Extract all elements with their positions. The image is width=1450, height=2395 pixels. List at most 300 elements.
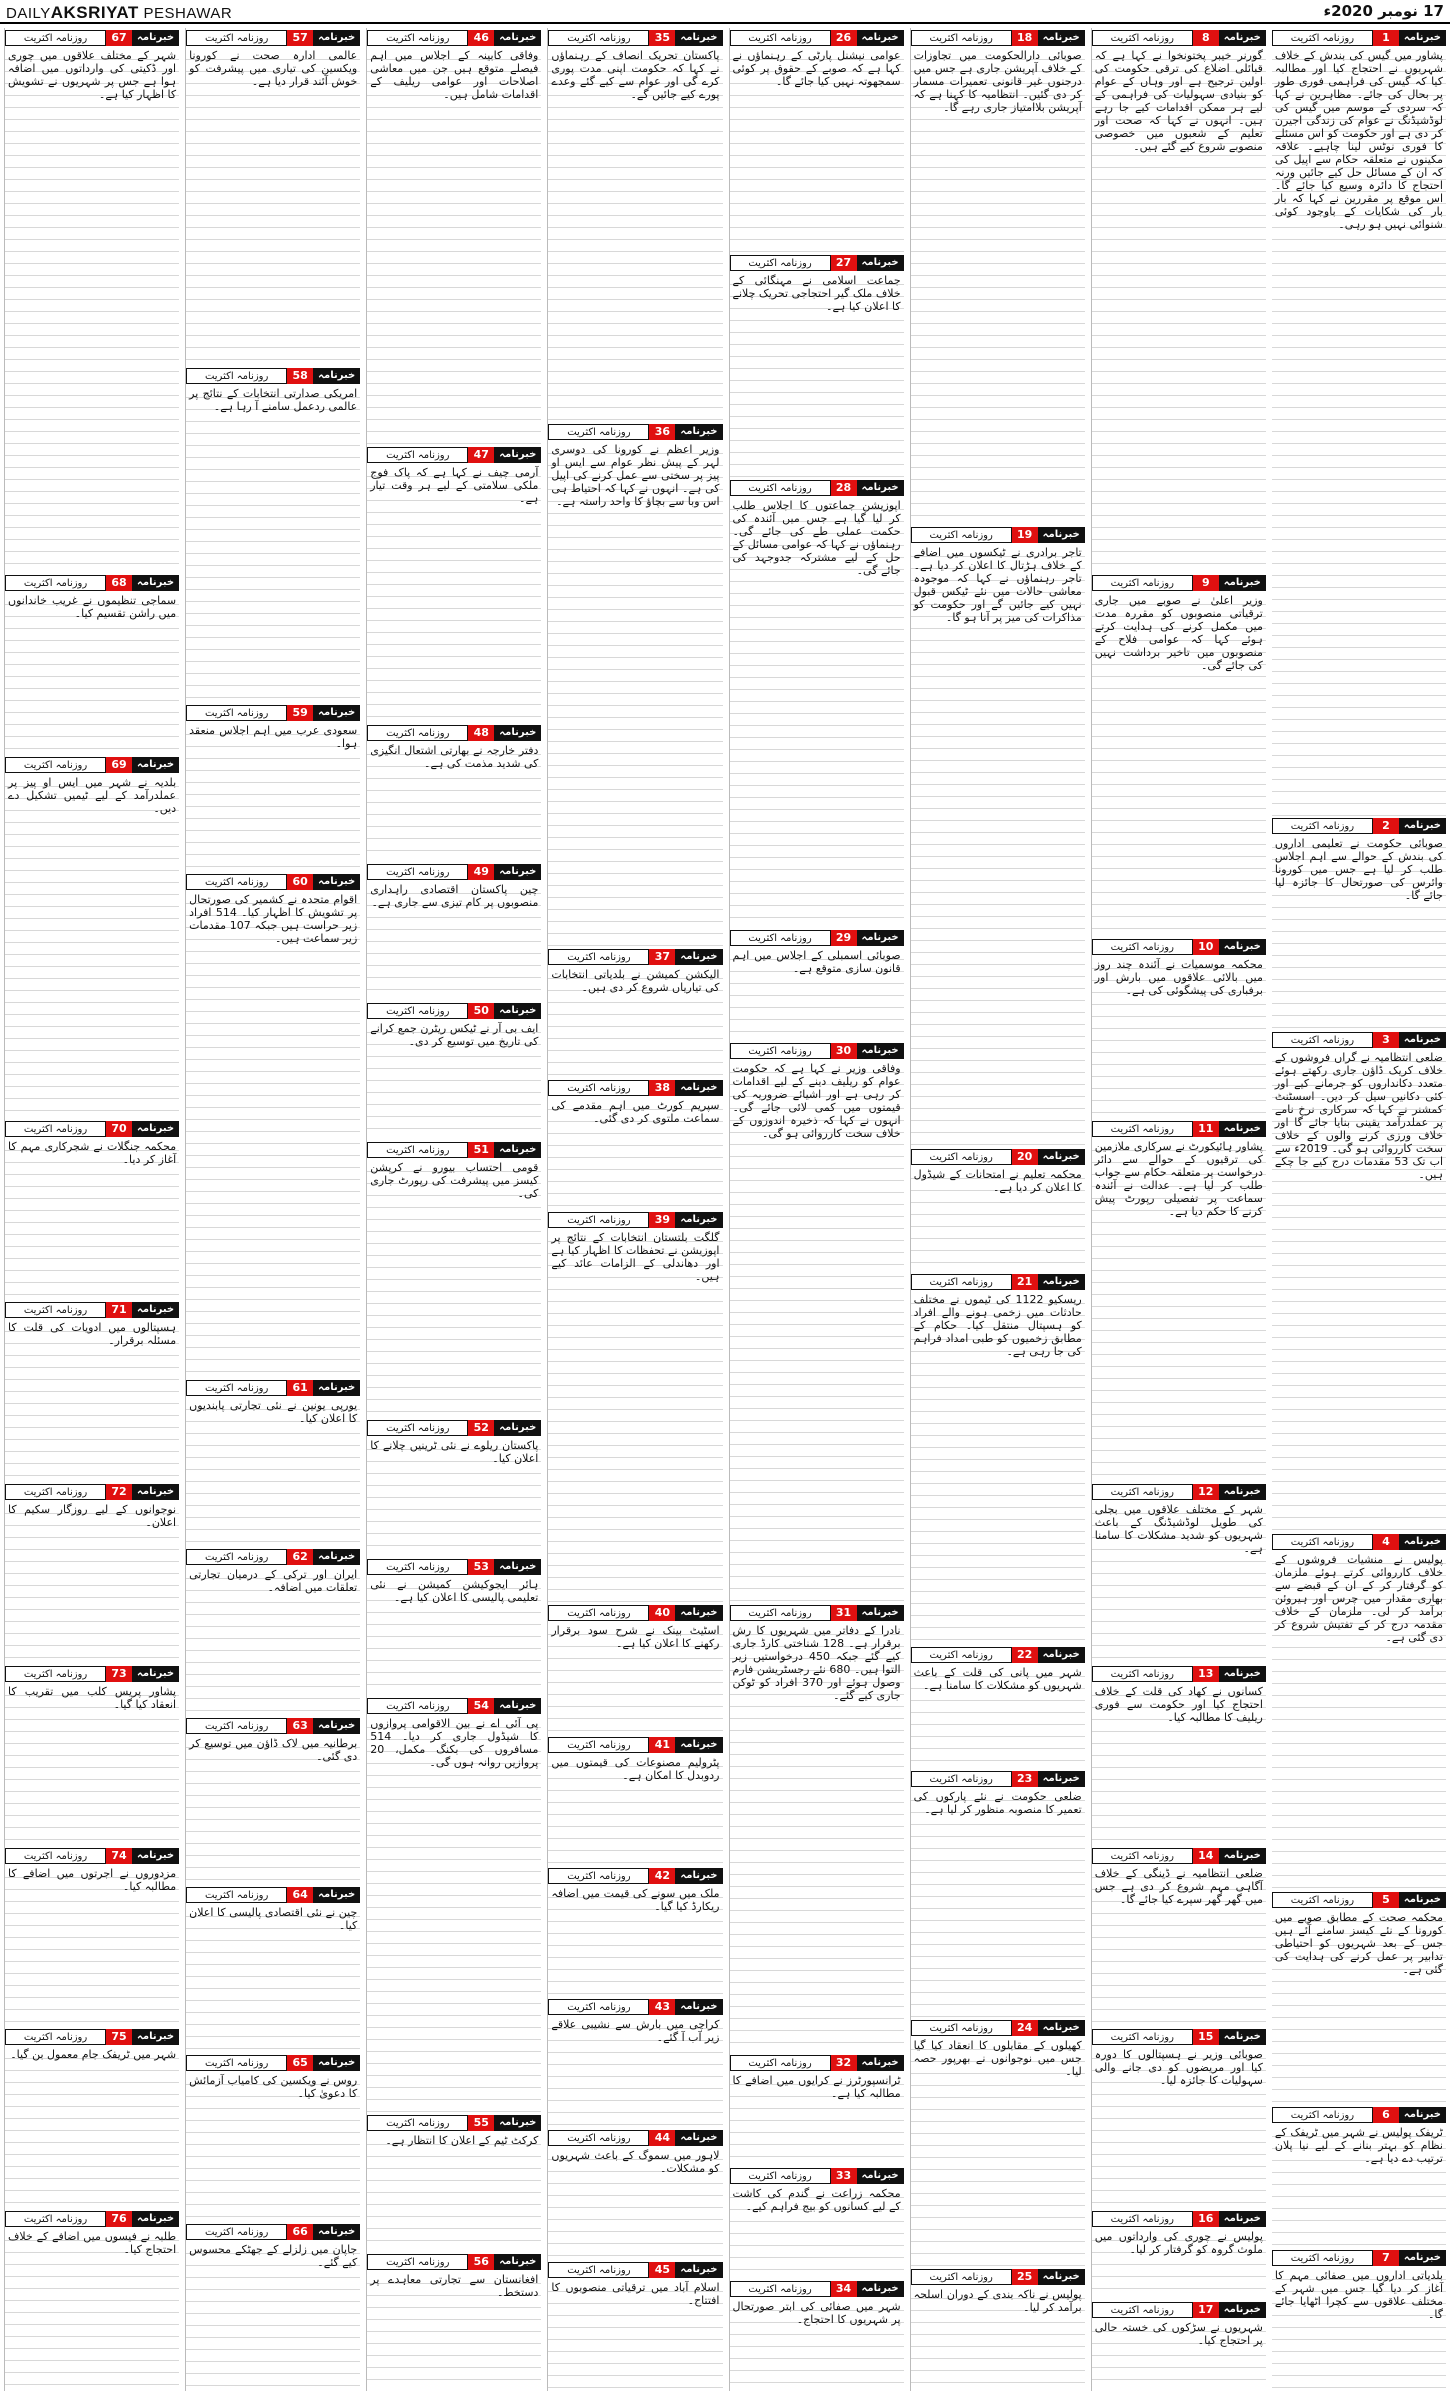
news-item xyxy=(5,1482,179,1664)
news-item xyxy=(186,1885,360,2054)
news-item-number: 19 xyxy=(1012,527,1038,543)
tag-label: خبرنامہ xyxy=(675,1999,722,2015)
tag-label: خبرنامہ xyxy=(1399,1032,1446,1048)
news-item-number: 37 xyxy=(649,949,675,965)
news-item-number: 55 xyxy=(468,2115,494,2131)
tag-label: خبرنامہ xyxy=(494,2115,541,2131)
news-item-tag xyxy=(911,2269,1085,2285)
news-item-number: 6 xyxy=(1373,2107,1399,2123)
news-item-tag xyxy=(186,1887,360,1903)
tag-source: روزنامہ اکثریت xyxy=(730,1605,831,1621)
news-item-number: 53 xyxy=(468,1559,494,1575)
news-item-tag xyxy=(186,2055,360,2071)
news-item-text: آرمی چیف نے کہا ہے کہ پاک فوج ملکی سلامتی کے لیے ہر وقت تیار ہے۔ xyxy=(367,465,541,723)
news-item-text: پولیس نے چوری کی وارداتوں میں ملوث گروہ کو گرفتار کر لیا۔ xyxy=(1092,2229,1266,2300)
news-item xyxy=(730,928,904,1041)
news-item xyxy=(186,1547,360,1716)
news-column xyxy=(366,28,541,2391)
news-item-tag xyxy=(5,1484,179,1500)
news-item-tag xyxy=(186,30,360,46)
news-item xyxy=(367,1140,541,1418)
tag-label: خبرنامہ xyxy=(1219,939,1266,955)
tag-source: روزنامہ اکثریت xyxy=(548,1080,649,1096)
news-item-number: 57 xyxy=(287,30,313,46)
tag-source: روزنامہ اکثریت xyxy=(367,1698,468,1714)
news-item-text: لاہور میں سموگ کے باعث شہریوں کو مشکلات۔ xyxy=(548,2148,722,2259)
news-item-text: صوبائی وزیر نے ہسپتالوں کا دورہ کیا اور مریضوں کو دی جانے والی سہولیات کا جائزہ لیا۔ xyxy=(1092,2047,1266,2209)
news-item-number: 61 xyxy=(287,1380,313,1396)
news-item-text: امریکی صدارتی انتخابات کے نتائج پر عالمی ردعمل سامنے آ رہا ہے۔ xyxy=(186,386,360,704)
news-item-text: شہر میں ٹریفک جام معمول بن گیا۔ xyxy=(5,2047,179,2209)
news-item-number: 75 xyxy=(106,2029,132,2045)
tag-label: خبرنامہ xyxy=(1038,1647,1085,1663)
tag-label: خبرنامہ xyxy=(1399,818,1446,834)
tag-label: خبرنامہ xyxy=(857,2281,904,2297)
news-column xyxy=(547,28,722,2391)
tag-label: خبرنامہ xyxy=(857,2168,904,2184)
news-item xyxy=(1092,2027,1266,2209)
news-column xyxy=(1272,28,1446,2391)
news-item-number: 71 xyxy=(106,1302,132,1318)
masthead xyxy=(0,0,1450,24)
tag-label: خبرنامہ xyxy=(1219,2302,1266,2318)
news-item-text: پٹرولیم مصنوعات کی قیمتوں میں ردوبدل کا امکان ہے۔ xyxy=(548,1755,722,1866)
brand-prefix: DAILY xyxy=(6,5,51,22)
news-item-number: 66 xyxy=(287,2224,313,2240)
news-item-text: چین نے نئی اقتصادی پالیسی کا اعلان کیا۔ xyxy=(186,1905,360,2054)
news-item xyxy=(911,2267,1085,2391)
tag-label: خبرنامہ xyxy=(1038,2269,1085,2285)
tag-source: روزنامہ اکثریت xyxy=(1092,1121,1193,1137)
tag-source: روزنامہ اکثریت xyxy=(1092,1666,1193,1682)
news-item-tag xyxy=(1272,1892,1446,1908)
news-item xyxy=(1092,1119,1266,1483)
news-item-text: وزیر اعلیٰ نے صوبے میں جاری ترقیاتی منصوبوں کو مقررہ مدت میں مکمل کرنے کی ہدایت کرتے ہوئے کہا کہ عوامی فلاح کے منصوبوں میں تاخیر برداشت نہیں کی جائے گی۔ xyxy=(1092,593,1266,937)
news-item-text: ایف بی آر نے ٹیکس ریٹرن جمع کرانے کی تاریخ میں توسیع کر دی۔ xyxy=(367,1021,541,1140)
tag-source: روزنامہ اکثریت xyxy=(5,1121,106,1137)
tag-label: خبرنامہ xyxy=(1038,30,1085,46)
news-item xyxy=(5,1664,179,1846)
news-item-tag xyxy=(5,2211,179,2227)
news-item-tag xyxy=(730,2168,904,2184)
news-item-number: 49 xyxy=(468,864,494,880)
news-item-number: 34 xyxy=(831,2281,857,2297)
news-item xyxy=(911,2018,1085,2267)
tag-label: خبرنامہ xyxy=(675,1868,722,1884)
news-item-number: 70 xyxy=(106,1121,132,1137)
tag-source: روزنامہ اکثریت xyxy=(5,1848,106,1864)
news-item xyxy=(367,862,541,1001)
news-item-text: دفتر خارجہ نے بھارتی اشتعال انگیزی کی شدید مذمت کی ہے۔ xyxy=(367,743,541,862)
news-item xyxy=(1092,573,1266,937)
news-item-tag xyxy=(5,575,179,591)
news-item-tag xyxy=(1092,2302,1266,2318)
news-item-text: پی آئی اے نے بین الاقوامی پروازوں کا شیڈول جاری کر دیا۔ 514 مسافروں کی بکنگ مکمل، 20 پروازیں روانہ ہوں گی۔ xyxy=(367,1716,541,2113)
news-item-tag xyxy=(1092,2029,1266,2045)
news-item xyxy=(367,28,541,445)
tag-source: روزنامہ اکثریت xyxy=(1272,1534,1373,1550)
news-item-text: وفاقی وزیر نے کہا ہے کہ حکومت عوام کو ریلیف دینے کے لیے اقدامات کر رہی ہے اور اشیائے ضروریہ کی قیمتوں میں کمی لائی جائے گی۔ انہوں نے کہا کہ ذخیرہ اندوزوں کے خلاف سخت کارروائی ہو گی۔ xyxy=(730,1061,904,1604)
tag-source: روزنامہ اکثریت xyxy=(1092,2029,1193,2045)
tag-source: روزنامہ اکثریت xyxy=(1092,30,1193,46)
tag-source: روزنامہ اکثریت xyxy=(367,725,468,741)
news-item xyxy=(5,28,179,573)
tag-source: روزنامہ اکثریت xyxy=(1092,575,1193,591)
news-item-tag xyxy=(548,1080,722,1096)
tag-source: روزنامہ اکثریت xyxy=(1092,939,1193,955)
tag-source: روزنامہ اکثریت xyxy=(730,2168,831,2184)
news-item-text: ہسپتالوں میں ادویات کی قلت کا مسئلہ برقرار۔ xyxy=(5,1320,179,1482)
tag-label: خبرنامہ xyxy=(675,424,722,440)
news-item-tag xyxy=(548,1737,722,1753)
news-item-tag xyxy=(730,1605,904,1621)
news-item xyxy=(548,28,722,422)
tag-source: روزنامہ اکثریت xyxy=(186,368,287,384)
tag-label: خبرنامہ xyxy=(675,1080,722,1096)
tag-label: خبرنامہ xyxy=(132,1302,179,1318)
news-item-text: ضلعی حکومت نے نئے پارکوں کی تعمیر کا منصوبہ منظور کر لیا ہے۔ xyxy=(911,1789,1085,2018)
news-item-tag xyxy=(548,949,722,965)
news-item xyxy=(1092,2209,1266,2300)
news-item-tag xyxy=(1092,1848,1266,1864)
news-item xyxy=(367,1418,541,1557)
news-item-number: 14 xyxy=(1193,1848,1219,1864)
news-item-text: ضلعی انتظامیہ نے گراں فروشوں کے خلاف کریک ڈاؤن جاری رکھتے ہوئے متعدد دکانداروں کو جرمانے کیے اور کئی دکانیں سیل کر دیں۔ اسسٹنٹ کمشنر نے کہا کہ سرکاری نرخ نامے پر عملدرآمد یقینی بنایا جائے گا اور خلاف ورزی کرنے والوں کے خلاف سخت کارروائی ہو گی۔ 2019ء سے اب تک 53 مقدمات درج کیے جا چکے ہیں۔ xyxy=(1272,1050,1446,1531)
news-item-tag xyxy=(730,2281,904,2297)
news-item-tag xyxy=(1272,1032,1446,1048)
news-item xyxy=(1272,816,1446,1031)
news-item-number: 22 xyxy=(1012,1647,1038,1663)
news-item-tag xyxy=(1272,2250,1446,2266)
news-item-tag xyxy=(911,30,1085,46)
news-item-text: چین پاکستان اقتصادی راہداری منصوبوں پر کام تیزی سے جاری ہے۔ xyxy=(367,882,541,1001)
news-item xyxy=(1092,28,1266,573)
news-item xyxy=(548,2260,722,2391)
tag-source: روزنامہ اکثریت xyxy=(1272,2250,1373,2266)
tag-label: خبرنامہ xyxy=(857,1043,904,1059)
tag-source: روزنامہ اکثریت xyxy=(911,527,1012,543)
news-item-number: 46 xyxy=(468,30,494,46)
news-item-text: اسٹیٹ بینک نے شرح سود برقرار رکھنے کا اعلان کیا ہے۔ xyxy=(548,1623,722,1734)
tag-label: خبرنامہ xyxy=(675,2262,722,2278)
tag-source: روزنامہ اکثریت xyxy=(548,1605,649,1621)
news-item-tag xyxy=(367,1698,541,1714)
news-item-tag xyxy=(548,1605,722,1621)
news-item xyxy=(1092,2300,1266,2391)
news-item-tag xyxy=(911,527,1085,543)
news-item-text: پشاور پریس کلب میں تقریب کا انعقاد کیا گیا۔ xyxy=(5,1684,179,1846)
tag-source: روزنامہ اکثریت xyxy=(367,2254,468,2270)
tag-label: خبرنامہ xyxy=(313,2055,360,2071)
news-item xyxy=(5,2209,179,2391)
news-item-tag xyxy=(548,1212,722,1228)
news-item xyxy=(367,2113,541,2252)
tag-label: خبرنامہ xyxy=(494,864,541,880)
tag-source: روزنامہ اکثریت xyxy=(730,2055,831,2071)
news-item-number: 1 xyxy=(1373,30,1399,46)
tag-label: خبرنامہ xyxy=(132,30,179,46)
tag-label: خبرنامہ xyxy=(313,1718,360,1734)
news-item xyxy=(548,1997,722,2128)
news-item-tag xyxy=(911,1771,1085,1787)
tag-label: خبرنامہ xyxy=(1219,2211,1266,2227)
news-item-number: 47 xyxy=(468,447,494,463)
tag-source: روزنامہ اکثریت xyxy=(911,1274,1012,1290)
news-item-text: الیکشن کمیشن نے بلدیاتی انتخابات کی تیاریاں شروع کر دی ہیں۔ xyxy=(548,967,722,1078)
news-item xyxy=(5,1300,179,1482)
tag-source: روزنامہ اکثریت xyxy=(730,480,831,496)
news-item xyxy=(1092,937,1266,1119)
tag-label: خبرنامہ xyxy=(132,757,179,773)
news-item-number: 67 xyxy=(106,30,132,46)
news-item-number: 59 xyxy=(287,705,313,721)
news-item-number: 11 xyxy=(1193,1121,1219,1137)
news-item-number: 17 xyxy=(1193,2302,1219,2318)
news-item-text: شہر میں پانی کی قلت کے باعث شہریوں کو مشکلات کا سامنا ہے۔ xyxy=(911,1665,1085,1769)
news-item-tag xyxy=(1092,575,1266,591)
tag-label: خبرنامہ xyxy=(494,1559,541,1575)
news-item-number: 40 xyxy=(649,1605,675,1621)
news-item-text: پاکستان تحریک انصاف کے رہنماؤں نے کہا کہ حکومت اپنی مدت پوری کرے گی اور عوام سے کیے گئے وعدے پورے کیے جائیں گے۔ xyxy=(548,48,722,422)
news-item-number: 43 xyxy=(649,1999,675,2015)
news-item xyxy=(5,1119,179,1301)
news-item-tag xyxy=(1272,1534,1446,1550)
news-item xyxy=(911,1769,1085,2018)
news-item-text: ایران اور ترکی کے درمیان تجارتی تعلقات میں اضافہ۔ xyxy=(186,1567,360,1716)
tag-label: خبرنامہ xyxy=(313,368,360,384)
tag-label: خبرنامہ xyxy=(132,575,179,591)
news-item-number: 50 xyxy=(468,1003,494,1019)
news-item-text: شہر کے مختلف علاقوں میں بجلی کی طویل لوڈشیڈنگ کے باعث شہریوں کو شدید مشکلات کا سامنا ہے۔ xyxy=(1092,1502,1266,1664)
tag-label: خبرنامہ xyxy=(675,1605,722,1621)
news-item-number: 38 xyxy=(649,1080,675,1096)
tag-source: روزنامہ اکثریت xyxy=(1272,1032,1373,1048)
news-item xyxy=(186,1378,360,1547)
news-item-number: 68 xyxy=(106,575,132,591)
news-item-number: 21 xyxy=(1012,1274,1038,1290)
tag-source: روزنامہ اکثریت xyxy=(548,30,649,46)
news-item-number: 73 xyxy=(106,1666,132,1682)
news-item-number: 2 xyxy=(1373,818,1399,834)
news-item xyxy=(548,2128,722,2259)
tag-source: روزنامہ اکثریت xyxy=(5,1666,106,1682)
tag-source: روزنامہ اکثریت xyxy=(730,255,831,271)
news-item-text: شہر کے مختلف علاقوں میں چوری اور ڈکیتی کی وارداتوں میں اضافہ ہوا ہے جس پر شہریوں نے تشویش کا اظہار کیا ہے۔ xyxy=(5,48,179,573)
news-item-text: شہر میں صفائی کی ابتر صورتحال پر شہریوں کا احتجاج۔ xyxy=(730,2299,904,2392)
news-item-number: 25 xyxy=(1012,2269,1038,2285)
news-column xyxy=(729,28,904,2391)
tag-label: خبرنامہ xyxy=(675,30,722,46)
news-item-tag xyxy=(367,1003,541,1019)
news-item-number: 3 xyxy=(1373,1032,1399,1048)
news-item-text: محکمہ صحت کے مطابق صوبے میں کورونا کے نئے کیسز سامنے آئے ہیں جس کے بعد شہریوں کو احتیاطی تدابیر پر عمل کرنے کی ہدایت کی گئی ہے۔ xyxy=(1272,1910,1446,2105)
news-item-number: 28 xyxy=(831,480,857,496)
news-item-number: 36 xyxy=(649,424,675,440)
news-item-text: محکمہ زراعت نے گندم کی کاشت کے لیے کسانوں کو بیج فراہم کیے۔ xyxy=(730,2186,904,2279)
news-item-number: 24 xyxy=(1012,2020,1038,2036)
news-item-text: پولیس نے منشیات فروشوں کے خلاف کارروائی کرتے ہوئے ملزمان کو گرفتار کر کے ان کے قبضے سے بھاری مقدار میں چرس اور ہیروئن برآمد کر لی۔ ملزمان کے خلاف مقدمہ درج کر کے تفتیش شروع کر دی گئی ہے۔ xyxy=(1272,1552,1446,1890)
news-item-tag xyxy=(367,30,541,46)
tag-label: خبرنامہ xyxy=(494,1142,541,1158)
news-item xyxy=(548,422,722,947)
news-item-text: محکمہ تعلیم نے امتحانات کے شیڈول کا اعلان کر دیا ہے۔ xyxy=(911,1167,1085,1271)
tag-label: خبرنامہ xyxy=(494,1420,541,1436)
news-item-number: 20 xyxy=(1012,1149,1038,1165)
news-item xyxy=(186,2222,360,2391)
news-item-tag xyxy=(1272,30,1446,46)
news-item-text: وفاقی کابینہ کے اجلاس میں اہم فیصلے متوقع ہیں جن میں معاشی اصلاحات اور عوامی ریلیف کے اقدامات شامل ہیں۔ xyxy=(367,48,541,445)
news-item xyxy=(548,1866,722,1997)
tag-source: روزنامہ اکثریت xyxy=(1092,1484,1193,1500)
news-item-text: ٹریفک پولیس نے شہر میں ٹریفک کے نظام کو بہتر بنانے کے لیے نیا پلان ترتیب دے دیا ہے۔ xyxy=(1272,2125,1446,2248)
news-item xyxy=(367,1001,541,1140)
tag-label: خبرنامہ xyxy=(132,1848,179,1864)
tag-label: خبرنامہ xyxy=(494,2254,541,2270)
tag-label: خبرنامہ xyxy=(132,1121,179,1137)
news-item-text: جماعت اسلامی نے مہنگائی کے خلاف ملک گیر احتجاجی تحریک چلانے کا اعلان کیا ہے۔ xyxy=(730,273,904,478)
news-item-number: 74 xyxy=(106,1848,132,1864)
news-item-text: طلبہ نے فیسوں میں اضافے کے خلاف احتجاج کیا۔ xyxy=(5,2229,179,2391)
tag-label: خبرنامہ xyxy=(313,874,360,890)
news-item-text: جاپان میں زلزلے کے جھٹکے محسوس کیے گئے۔ xyxy=(186,2242,360,2391)
news-item-tag xyxy=(1092,2211,1266,2227)
news-item xyxy=(367,1557,541,1696)
tag-label: خبرنامہ xyxy=(494,30,541,46)
tag-label: خبرنامہ xyxy=(132,2211,179,2227)
news-item xyxy=(186,872,360,1378)
tag-source: روزنامہ اکثریت xyxy=(548,2262,649,2278)
news-item-tag xyxy=(5,2029,179,2045)
news-column xyxy=(185,28,360,2391)
news-item xyxy=(1272,28,1446,816)
tag-label: خبرنامہ xyxy=(857,1605,904,1621)
tag-source: روزنامہ اکثریت xyxy=(548,1999,649,2015)
news-item-number: 26 xyxy=(831,30,857,46)
news-item-tag xyxy=(5,1666,179,1682)
news-item-text: وزیر اعظم نے کورونا کی دوسری لہر کے پیش نظر عوام سے ایس او پیز پر سختی سے عمل کرنے کی اپیل کی ہے۔ انہوں نے کہا کہ احتیاط ہی اس وبا سے بچاؤ کا واحد راستہ ہے۔ xyxy=(548,442,722,947)
news-item-number: 31 xyxy=(831,1605,857,1621)
news-item-number: 30 xyxy=(831,1043,857,1059)
news-item-text: ریسکیو 1122 کی ٹیموں نے مختلف حادثات میں زخمی ہونے والے افراد کو ہسپتال منتقل کیا۔ حکام کے مطابق زخمیوں کو طبی امداد فراہم کی جا رہی ہے۔ xyxy=(911,1292,1085,1645)
news-item-tag xyxy=(367,1420,541,1436)
news-item xyxy=(186,366,360,704)
news-item-number: 58 xyxy=(287,368,313,384)
news-item-number: 18 xyxy=(1012,30,1038,46)
news-item-number: 4 xyxy=(1373,1534,1399,1550)
news-item-number: 32 xyxy=(831,2055,857,2071)
news-item-tag xyxy=(548,424,722,440)
news-item xyxy=(186,1716,360,1885)
tag-label: خبرنامہ xyxy=(1219,1484,1266,1500)
tag-label: خبرنامہ xyxy=(675,2130,722,2146)
news-item-text: صوبائی اسمبلی کے اجلاس میں اہم قانون سازی متوقع ہے۔ xyxy=(730,948,904,1041)
news-item-text: افغانستان سے تجارتی معاہدے پر دستخط۔ xyxy=(367,2272,541,2391)
tag-source: روزنامہ اکثریت xyxy=(367,2115,468,2131)
news-item-text: بلدیہ نے شہر میں ایس او پیز پر عملدرآمد کے لیے ٹیمیں تشکیل دے دیں۔ xyxy=(5,775,179,1119)
news-item-text: سعودی عرب میں اہم اجلاس منعقد ہوا۔ xyxy=(186,723,360,872)
news-item-text: کراچی میں بارش سے نشیبی علاقے زیر آب آ گئے۔ xyxy=(548,2017,722,2128)
news-item-tag xyxy=(186,1380,360,1396)
tag-label: خبرنامہ xyxy=(1219,30,1266,46)
news-item-number: 54 xyxy=(468,1698,494,1714)
tag-label: خبرنامہ xyxy=(675,1737,722,1753)
tag-source: روزنامہ اکثریت xyxy=(5,575,106,591)
news-item-tag xyxy=(1272,818,1446,834)
news-item-text: عوامی نیشنل پارٹی کے رہنماؤں نے کہا ہے کہ صوبے کے حقوق پر کوئی سمجھوتہ نہیں کیا جائے گا۔ xyxy=(730,48,904,253)
tag-label: خبرنامہ xyxy=(494,1003,541,1019)
tag-label: خبرنامہ xyxy=(313,30,360,46)
brand-name: AKSRIYAT xyxy=(50,3,139,22)
news-item-tag xyxy=(730,255,904,271)
tag-source: روزنامہ اکثریت xyxy=(730,2281,831,2297)
brand-city: PESHAWAR xyxy=(143,5,233,22)
tag-label: خبرنامہ xyxy=(1038,1274,1085,1290)
news-item-text: گلگت بلتستان انتخابات کے نتائج پر اپوزیشن نے تحفظات کا اظہار کیا ہے اور دھاندلی کے الزامات عائد کیے ہیں۔ xyxy=(548,1230,722,1604)
news-item-tag xyxy=(730,1043,904,1059)
news-item-tag xyxy=(730,2055,904,2071)
news-item-number: 76 xyxy=(106,2211,132,2227)
news-item-text: اقوام متحدہ نے کشمیر کی صورتحال پر تشویش کا اظہار کیا۔ 514 افراد زیر حراست ہیں جبکہ 107 مقدمات زیر سماعت ہیں۔ xyxy=(186,892,360,1378)
tag-source: روزنامہ اکثریت xyxy=(367,1003,468,1019)
news-item xyxy=(1272,2248,1446,2391)
tag-source: روزنامہ اکثریت xyxy=(186,2224,287,2240)
tag-label: خبرنامہ xyxy=(1399,2250,1446,2266)
news-item xyxy=(1272,1030,1446,1531)
news-item-tag xyxy=(186,368,360,384)
tag-label: خبرنامہ xyxy=(1038,527,1085,543)
tag-source: روزنامہ اکثریت xyxy=(186,1380,287,1396)
news-item-text: کسانوں نے کھاد کی قلت کے خلاف احتجاج کیا اور حکومت سے فوری ریلیف کا مطالبہ کیا۔ xyxy=(1092,1684,1266,1846)
news-item-number: 69 xyxy=(106,757,132,773)
tag-label: خبرنامہ xyxy=(132,1484,179,1500)
news-item-number: 44 xyxy=(649,2130,675,2146)
tag-source: روزنامہ اکثریت xyxy=(5,1484,106,1500)
tag-source: روزنامہ اکثریت xyxy=(911,2269,1012,2285)
news-item-tag xyxy=(548,30,722,46)
tag-source: روزنامہ اکثریت xyxy=(548,2130,649,2146)
tag-label: خبرنامہ xyxy=(1219,1666,1266,1682)
news-item-tag xyxy=(730,930,904,946)
tag-label: خبرنامہ xyxy=(857,30,904,46)
tag-source: روزنامہ اکثریت xyxy=(548,1212,649,1228)
tag-source: روزنامہ اکثریت xyxy=(367,864,468,880)
news-item xyxy=(5,2027,179,2209)
news-item-tag xyxy=(367,447,541,463)
tag-source: روزنامہ اکثریت xyxy=(548,949,649,965)
news-column xyxy=(1091,28,1266,2391)
news-item-text: پولیس نے ناکہ بندی کے دوران اسلحہ برآمد کر لیا۔ xyxy=(911,2287,1085,2391)
tag-source: روزنامہ اکثریت xyxy=(5,2029,106,2045)
news-columns xyxy=(4,28,1446,2391)
tag-source: روزنامہ اکثریت xyxy=(367,447,468,463)
news-item-number: 16 xyxy=(1193,2211,1219,2227)
tag-label: خبرنامہ xyxy=(675,949,722,965)
news-item-number: 10 xyxy=(1193,939,1219,955)
news-item-number: 64 xyxy=(287,1887,313,1903)
news-item-text: بلدیاتی اداروں میں صفائی مہم کا آغاز کر دیا گیا جس میں شہر کے مختلف علاقوں سے کچرا اٹھایا جائے گا۔ xyxy=(1272,2268,1446,2391)
tag-source: روزنامہ اکثریت xyxy=(5,30,106,46)
news-item-number: 5 xyxy=(1373,1892,1399,1908)
news-item-text: برطانیہ میں لاک ڈاؤن میں توسیع کر دی گئی۔ xyxy=(186,1736,360,1885)
news-item-tag xyxy=(548,1999,722,2015)
news-item xyxy=(5,573,179,755)
tag-label: خبرنامہ xyxy=(1399,2107,1446,2123)
tag-source: روزنامہ اکثریت xyxy=(5,2211,106,2227)
news-item-text: محکمہ موسمیات نے آئندہ چند روز میں بالائی علاقوں میں بارش اور برفباری کی پیشگوئی کی ہے۔ xyxy=(1092,957,1266,1119)
tag-label: خبرنامہ xyxy=(313,2224,360,2240)
news-item-tag xyxy=(1092,30,1266,46)
news-item-number: 52 xyxy=(468,1420,494,1436)
